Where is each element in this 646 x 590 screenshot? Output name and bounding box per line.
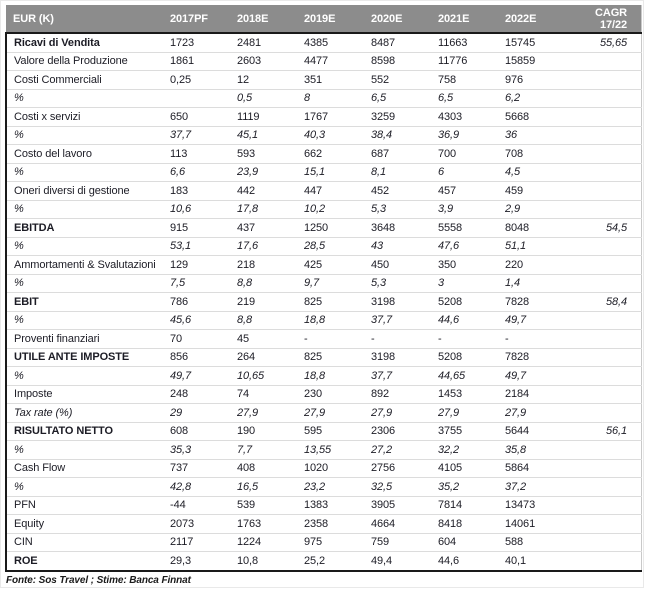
cell-value: 3648 [371,219,438,238]
cell-value: 786 [170,293,237,312]
cell-value: 264 [237,348,304,367]
table-row [6,256,642,275]
cell-value: 437 [237,219,304,238]
cell-value: 6,5 [438,89,505,108]
cell-value: 42,8 [170,478,237,497]
cell-value: 5558 [438,219,505,238]
header-row [6,5,642,33]
cell-value: 49,4 [371,552,438,571]
cell-value: 51,1 [505,237,572,256]
cell-value: 7828 [505,348,572,367]
cell-value: 113 [170,145,237,164]
cell-value: 4664 [371,515,438,534]
cell-value: 3905 [371,496,438,515]
cell-value: 27,9 [505,404,572,423]
cell-cagr: 58,4 [572,293,642,312]
row-label: % [6,89,170,108]
cell-value: 604 [438,533,505,552]
cell-value: 1020 [304,459,371,478]
cell-value: 49,7 [170,367,237,386]
cell-cagr: 55,65 [572,33,642,52]
cell-value: 35,3 [170,441,237,460]
cell-value: 758 [438,71,505,90]
cell-value: 8418 [438,515,505,534]
cell-value: - [304,330,371,349]
cell-cagr [572,367,642,386]
cell-value: 2306 [371,422,438,441]
row-label: % [6,200,170,219]
cell-value: 408 [237,459,304,478]
cell-value: 350 [438,256,505,275]
cell-value: 8048 [505,219,572,238]
table-row [6,145,642,164]
cell-value: 1453 [438,385,505,404]
cell-value: 459 [505,182,572,201]
table-row [6,441,642,460]
cell-value: 17,6 [237,237,304,256]
cell-value: 220 [505,256,572,275]
cell-value: 2184 [505,385,572,404]
table-row [6,459,642,478]
table-row [6,348,642,367]
cell-value: 27,9 [371,404,438,423]
cell-value: 5208 [438,293,505,312]
cell-value: 8 [304,89,371,108]
cell-value: 6,2 [505,89,572,108]
cell-value: 23,2 [304,478,371,497]
row-label: Ricavi di Vendita [6,33,170,52]
cell-value: 0,25 [170,71,237,90]
row-label: CIN [6,533,170,552]
cell-value: 6,6 [170,163,237,182]
cell-value: 3755 [438,422,505,441]
cell-value: 15745 [505,33,572,52]
cell-value: 10,6 [170,200,237,219]
cell-value: 10,65 [237,367,304,386]
cell-cagr [572,200,642,219]
table-row [6,330,642,349]
cell-value: 15,1 [304,163,371,182]
cell-cagr [572,274,642,293]
cell-value: 219 [237,293,304,312]
row-label: PFN [6,496,170,515]
cell-value: 38,4 [371,126,438,145]
table-row [6,126,642,145]
cell-value: 37,2 [505,478,572,497]
cell-value: 8598 [371,52,438,71]
row-label: Equity [6,515,170,534]
row-label: UTILE ANTE IMPOSTE [6,348,170,367]
cell-value: 5864 [505,459,572,478]
cell-value: 183 [170,182,237,201]
cell-value: 8,8 [237,311,304,330]
cell-value: 2358 [304,515,371,534]
cell-cagr [572,348,642,367]
cell-value: 13,55 [304,441,371,460]
cell-value: 45,1 [237,126,304,145]
row-label: Valore della Produzione [6,52,170,71]
cell-value: 457 [438,182,505,201]
cell-value: 2756 [371,459,438,478]
row-label: Costi x servizi [6,108,170,127]
cell-value: 4303 [438,108,505,127]
cell-value: 7814 [438,496,505,515]
cell-value: 708 [505,145,572,164]
cell-value: 737 [170,459,237,478]
cell-value: 5,3 [371,200,438,219]
cell-value: 32,5 [371,478,438,497]
cell-value [170,89,237,108]
table-row [6,385,642,404]
cell-value: - [371,330,438,349]
cell-value: 450 [371,256,438,275]
cell-value: -44 [170,496,237,515]
cell-value: 1250 [304,219,371,238]
row-label: % [6,274,170,293]
table-row [6,552,642,571]
table-row [6,293,642,312]
cell-value: 11663 [438,33,505,52]
cell-value: 230 [304,385,371,404]
cell-value: 759 [371,533,438,552]
cell-value: 2603 [237,52,304,71]
table-row [6,274,642,293]
cell-value: 17,8 [237,200,304,219]
cell-value: 37,7 [371,367,438,386]
table-row [6,71,642,90]
cell-value: 248 [170,385,237,404]
table-header [6,5,642,33]
cell-value: 32,2 [438,441,505,460]
cell-value: 825 [304,348,371,367]
col-header-2017pf: 2017PF [170,5,237,33]
row-label: Cash Flow [6,459,170,478]
table-row [6,496,642,515]
cell-value: 5644 [505,422,572,441]
row-label: Costo del lavoro [6,145,170,164]
cell-value: 7,5 [170,274,237,293]
cell-value: 18,8 [304,311,371,330]
cell-value: 825 [304,293,371,312]
cell-value: 6 [438,163,505,182]
row-label: ROE [6,552,170,571]
cell-value: 29 [170,404,237,423]
cell-value: 53,1 [170,237,237,256]
cell-value: 36,9 [438,126,505,145]
row-label: % [6,163,170,182]
cell-value: 442 [237,182,304,201]
cell-value: 5668 [505,108,572,127]
cell-cagr [572,552,642,571]
cell-value: 29,3 [170,552,237,571]
table-row [6,200,642,219]
row-label: EBIT [6,293,170,312]
cell-value: 975 [304,533,371,552]
row-label: % [6,237,170,256]
cell-value: 12 [237,71,304,90]
cell-value: 539 [237,496,304,515]
cell-value: 593 [237,145,304,164]
table-row [6,33,642,52]
cell-value: 23,9 [237,163,304,182]
cell-value: 1767 [304,108,371,127]
table-row [6,52,642,71]
table-row [6,108,642,127]
row-label: Tax rate (%) [6,404,170,423]
cell-value: 1,4 [505,274,572,293]
cell-cagr: 54,5 [572,219,642,238]
cell-value: 16,5 [237,478,304,497]
col-header-metric: EUR (K) [6,5,170,33]
cell-cagr [572,478,642,497]
row-label: % [6,126,170,145]
cell-value: 3259 [371,108,438,127]
cell-value: 70 [170,330,237,349]
source-note: Fonte: Sos Travel ; Stime: Banca Finnat [6,574,191,586]
table-row [6,515,642,534]
cell-value: 452 [371,182,438,201]
cell-cagr [572,330,642,349]
cell-value: 40,3 [304,126,371,145]
cell-value: 13473 [505,496,572,515]
cell-value: 45 [237,330,304,349]
cell-value: 4,5 [505,163,572,182]
cell-cagr [572,385,642,404]
cell-cagr [572,311,642,330]
col-header-2018e: 2018E [237,5,304,33]
table-row [6,89,642,108]
cell-value: 662 [304,145,371,164]
cell-value: 425 [304,256,371,275]
cell-cagr [572,145,642,164]
cell-value: 595 [304,422,371,441]
table-row [6,311,642,330]
cell-value: 190 [237,422,304,441]
cell-cagr [572,441,642,460]
table-row [6,422,642,441]
cell-value: 1383 [304,496,371,515]
cell-value: 36 [505,126,572,145]
cell-value: 25,2 [304,552,371,571]
cell-cagr [572,515,642,534]
col-header-cagr: CAGR 17/22 [572,5,642,33]
cell-cagr [572,126,642,145]
cell-value: 892 [371,385,438,404]
cell-value: 650 [170,108,237,127]
cell-value: 2117 [170,533,237,552]
row-label: Costi Commerciali [6,71,170,90]
row-label: Oneri diversi di gestione [6,182,170,201]
cell-value: 37,7 [371,311,438,330]
cell-value: 18,8 [304,367,371,386]
cell-value: 47,6 [438,237,505,256]
col-header-2021e: 2021E [438,5,505,33]
cell-value: 27,2 [371,441,438,460]
row-label: Imposte [6,385,170,404]
cell-value: 1763 [237,515,304,534]
cell-value: 35,2 [438,478,505,497]
row-label: Proventi finanziari [6,330,170,349]
cell-value: 28,5 [304,237,371,256]
cell-value: 49,7 [505,311,572,330]
cell-value: 8,8 [237,274,304,293]
col-header-2022e: 2022E [505,5,572,33]
cell-value: 6,5 [371,89,438,108]
cell-value: 4385 [304,33,371,52]
table-row [6,182,642,201]
cell-value: 44,6 [438,311,505,330]
cell-value: 687 [371,145,438,164]
cell-value: 37,7 [170,126,237,145]
cell-value: 44,65 [438,367,505,386]
row-label: % [6,441,170,460]
cell-cagr [572,459,642,478]
cell-value: 976 [505,71,572,90]
cell-value: 10,8 [237,552,304,571]
cell-cagr [572,182,642,201]
cell-cagr [572,108,642,127]
cell-cagr [572,256,642,275]
cell-value: 49,7 [505,367,572,386]
row-label: % [6,367,170,386]
cell-cagr: 56,1 [572,422,642,441]
cell-value: 5208 [438,348,505,367]
cell-value: 1861 [170,52,237,71]
cell-cagr [572,533,642,552]
cell-value: 0,5 [237,89,304,108]
cell-cagr [572,52,642,71]
cell-value: 11776 [438,52,505,71]
table-row [6,163,642,182]
cell-cagr [572,496,642,515]
cell-value: 43 [371,237,438,256]
cell-value: - [438,330,505,349]
cell-cagr [572,237,642,256]
cell-value: 35,8 [505,441,572,460]
row-label: % [6,311,170,330]
table-row [6,367,642,386]
cell-value: 44,6 [438,552,505,571]
cell-value: 9,7 [304,274,371,293]
cell-value: 2,9 [505,200,572,219]
cell-value: 40,1 [505,552,572,571]
cell-value: 15859 [505,52,572,71]
table-row [6,533,642,552]
cell-value: - [505,330,572,349]
table-row [6,237,642,256]
cell-value: 218 [237,256,304,275]
row-label: EBITDA [6,219,170,238]
cell-value: 351 [304,71,371,90]
cell-value: 700 [438,145,505,164]
cell-value: 10,2 [304,200,371,219]
col-header-2019e: 2019E [304,5,371,33]
financial-table-container [5,5,642,586]
cell-value: 7,7 [237,441,304,460]
cell-value: 3,9 [438,200,505,219]
cell-value: 3198 [371,348,438,367]
cell-value: 1224 [237,533,304,552]
table-body [6,33,642,571]
table-row [6,219,642,238]
cell-value: 74 [237,385,304,404]
cell-value: 608 [170,422,237,441]
cell-value: 552 [371,71,438,90]
table-row [6,404,642,423]
cell-value: 2481 [237,33,304,52]
cell-value: 4105 [438,459,505,478]
cell-value: 8,1 [371,163,438,182]
col-header-2020e: 2020E [371,5,438,33]
cell-value: 45,6 [170,311,237,330]
cell-value: 1723 [170,33,237,52]
cell-value: 5,3 [371,274,438,293]
cell-value: 447 [304,182,371,201]
cell-cagr [572,404,642,423]
cell-value: 3 [438,274,505,293]
cell-cagr [572,163,642,182]
cell-value: 8487 [371,33,438,52]
cell-value: 27,9 [304,404,371,423]
cell-cagr [572,89,642,108]
cell-value: 1119 [237,108,304,127]
cell-value: 3198 [371,293,438,312]
cell-value: 856 [170,348,237,367]
cell-value: 2073 [170,515,237,534]
cell-cagr [572,71,642,90]
cell-value: 27,9 [438,404,505,423]
row-label: Ammortamenti & Svalutazioni [6,256,170,275]
cell-value: 129 [170,256,237,275]
cell-value: 4477 [304,52,371,71]
cell-value: 27,9 [237,404,304,423]
table-row [6,478,642,497]
financial-table [5,5,642,572]
cell-value: 14061 [505,515,572,534]
cell-value: 915 [170,219,237,238]
row-label: RISULTATO NETTO [6,422,170,441]
row-label: % [6,478,170,497]
cell-value: 7828 [505,293,572,312]
cell-value: 588 [505,533,572,552]
